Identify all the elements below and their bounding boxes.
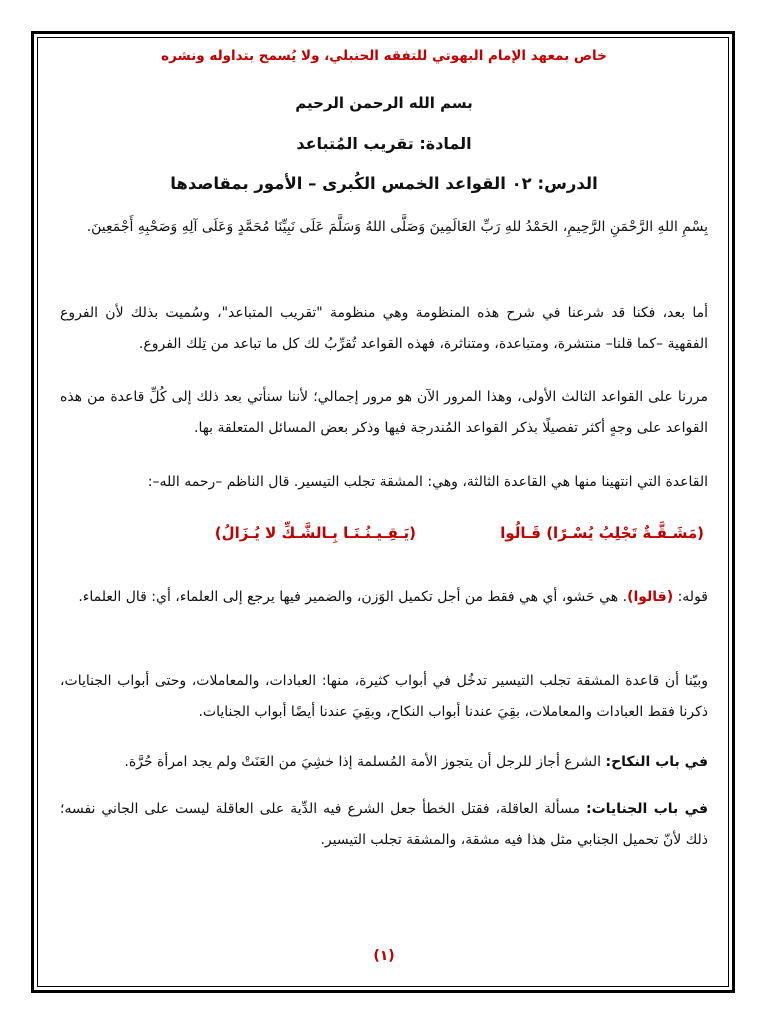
review-paragraph: مررنا على القواعد الثالث الأولى، وهذا المرور الآن هو مرور إجمالي؛ لأننا سنأتي بعد ذلك إلى كُلِّ قاعدة من هذه القواعد على وجهٍ أكثر تفصيلًا بذكر القواعد المُندرجة فيها وذكر بعض المسائل المتعلقة بها. bbox=[60, 389, 708, 436]
marriage-paragraph bbox=[60, 747, 708, 778]
opening-paragraph: بِسْمِ اللهِ الرَّحْمَنِ الرَّحِيمِ، الحَمْدُ للهِ رَبِّ العَالَمِينَ وَصَلَّى اللهُ وَسَلَّمَ عَلَى نَبِيِّنَا مُحَمَّدٍ وَعَلَى آلِهِ وَصَحْبِهِ أَجْمَعِينَ. bbox=[86, 219, 708, 235]
rule-paragraph: القاعدة التي انتهينا منها هي القاعدة الثالثة، وهي: المشقة تجلب التيسير. قال الناظم –رحمه الله–: bbox=[147, 474, 708, 490]
copyright-notice: خاص بمعهد الإمام البهوتي للتفقه الحنبلي، ولا يُسمح بتداوله ونشره bbox=[161, 48, 607, 64]
intro-paragraph: أما بعد، فكنا قد شرعنا في شرح هذه المنظومة وهي منظومة "تقريب المتباعد"، وسُميت بذلك لأن الفروع الفقهية –كما قلنا– منتشرة، ومتباعدة، ومتناثرة، فهذه القواعد تُقرِّبُ لك كل ما تباعد من تِلك الفروع. bbox=[60, 305, 708, 352]
quoted-word: (قالوا) bbox=[627, 589, 674, 605]
crimes-text: مسألة العاقلة، فقتل الخطأ جعل الشرع فيه الدِّية على العاقلة ليست على الجاني نفسه؛ ذلك لأنّ تحميل الجنابي مثل هذا فيه مشقة، والمشقة تجلب التيسير. bbox=[60, 801, 708, 848]
basmala-heading: بسم الله الرحمن الرحيم bbox=[295, 94, 473, 112]
chapters-paragraph: وبيّنا أن قاعدة المشقة تجلب التيسير تدخُل في أبواب كثيرة، منها: العبادات، والمعاملات، وحتى أبواب الجنايات، ذكرنا فقط العبادات والمعاملات، بقِيَ عندنا أبواب النكاح، وبقِيَ عندنا أيضًا أبواب الجنايات. bbox=[60, 673, 708, 720]
explanation-paragraph bbox=[60, 582, 708, 613]
lesson-title: الدرس: ٠٢ القواعد الخمس الكُبرى – الأمور بمقاصدها bbox=[170, 174, 598, 193]
subject-title: المادة: تقريب المُتباعد bbox=[296, 134, 472, 153]
crimes-paragraph bbox=[60, 794, 708, 856]
document-page bbox=[60, 44, 708, 984]
page-number: (١) bbox=[373, 948, 395, 964]
verse-hemistich-first: (مَشَـقَّـةٌ تَجْلِبُ يُسْـرًا) قَـالُوا bbox=[500, 524, 704, 542]
explanation-prefix: قوله: bbox=[673, 589, 708, 605]
verse-hemistich-second: (يَـقِـيـنُـنَـا بِـالشَّـكِّ لا يُـزَالُ) bbox=[214, 524, 416, 542]
crimes-label: في باب الجنايات: bbox=[586, 801, 708, 817]
marriage-label: في باب النكاح: bbox=[605, 754, 708, 770]
marriage-text: الشرع أجاز للرجل أن يتجوز الأمة المُسلمة إذا خشِيَ من العَنَتْ ولم يجد امرأة حُرَّة. bbox=[124, 754, 606, 770]
explanation-text: . هي حَشو، أي هي فقط من أجل تكميل الوَزن، والضمير فيها يرجع إلى العلماء، أي: قال العلماء. bbox=[78, 589, 628, 605]
